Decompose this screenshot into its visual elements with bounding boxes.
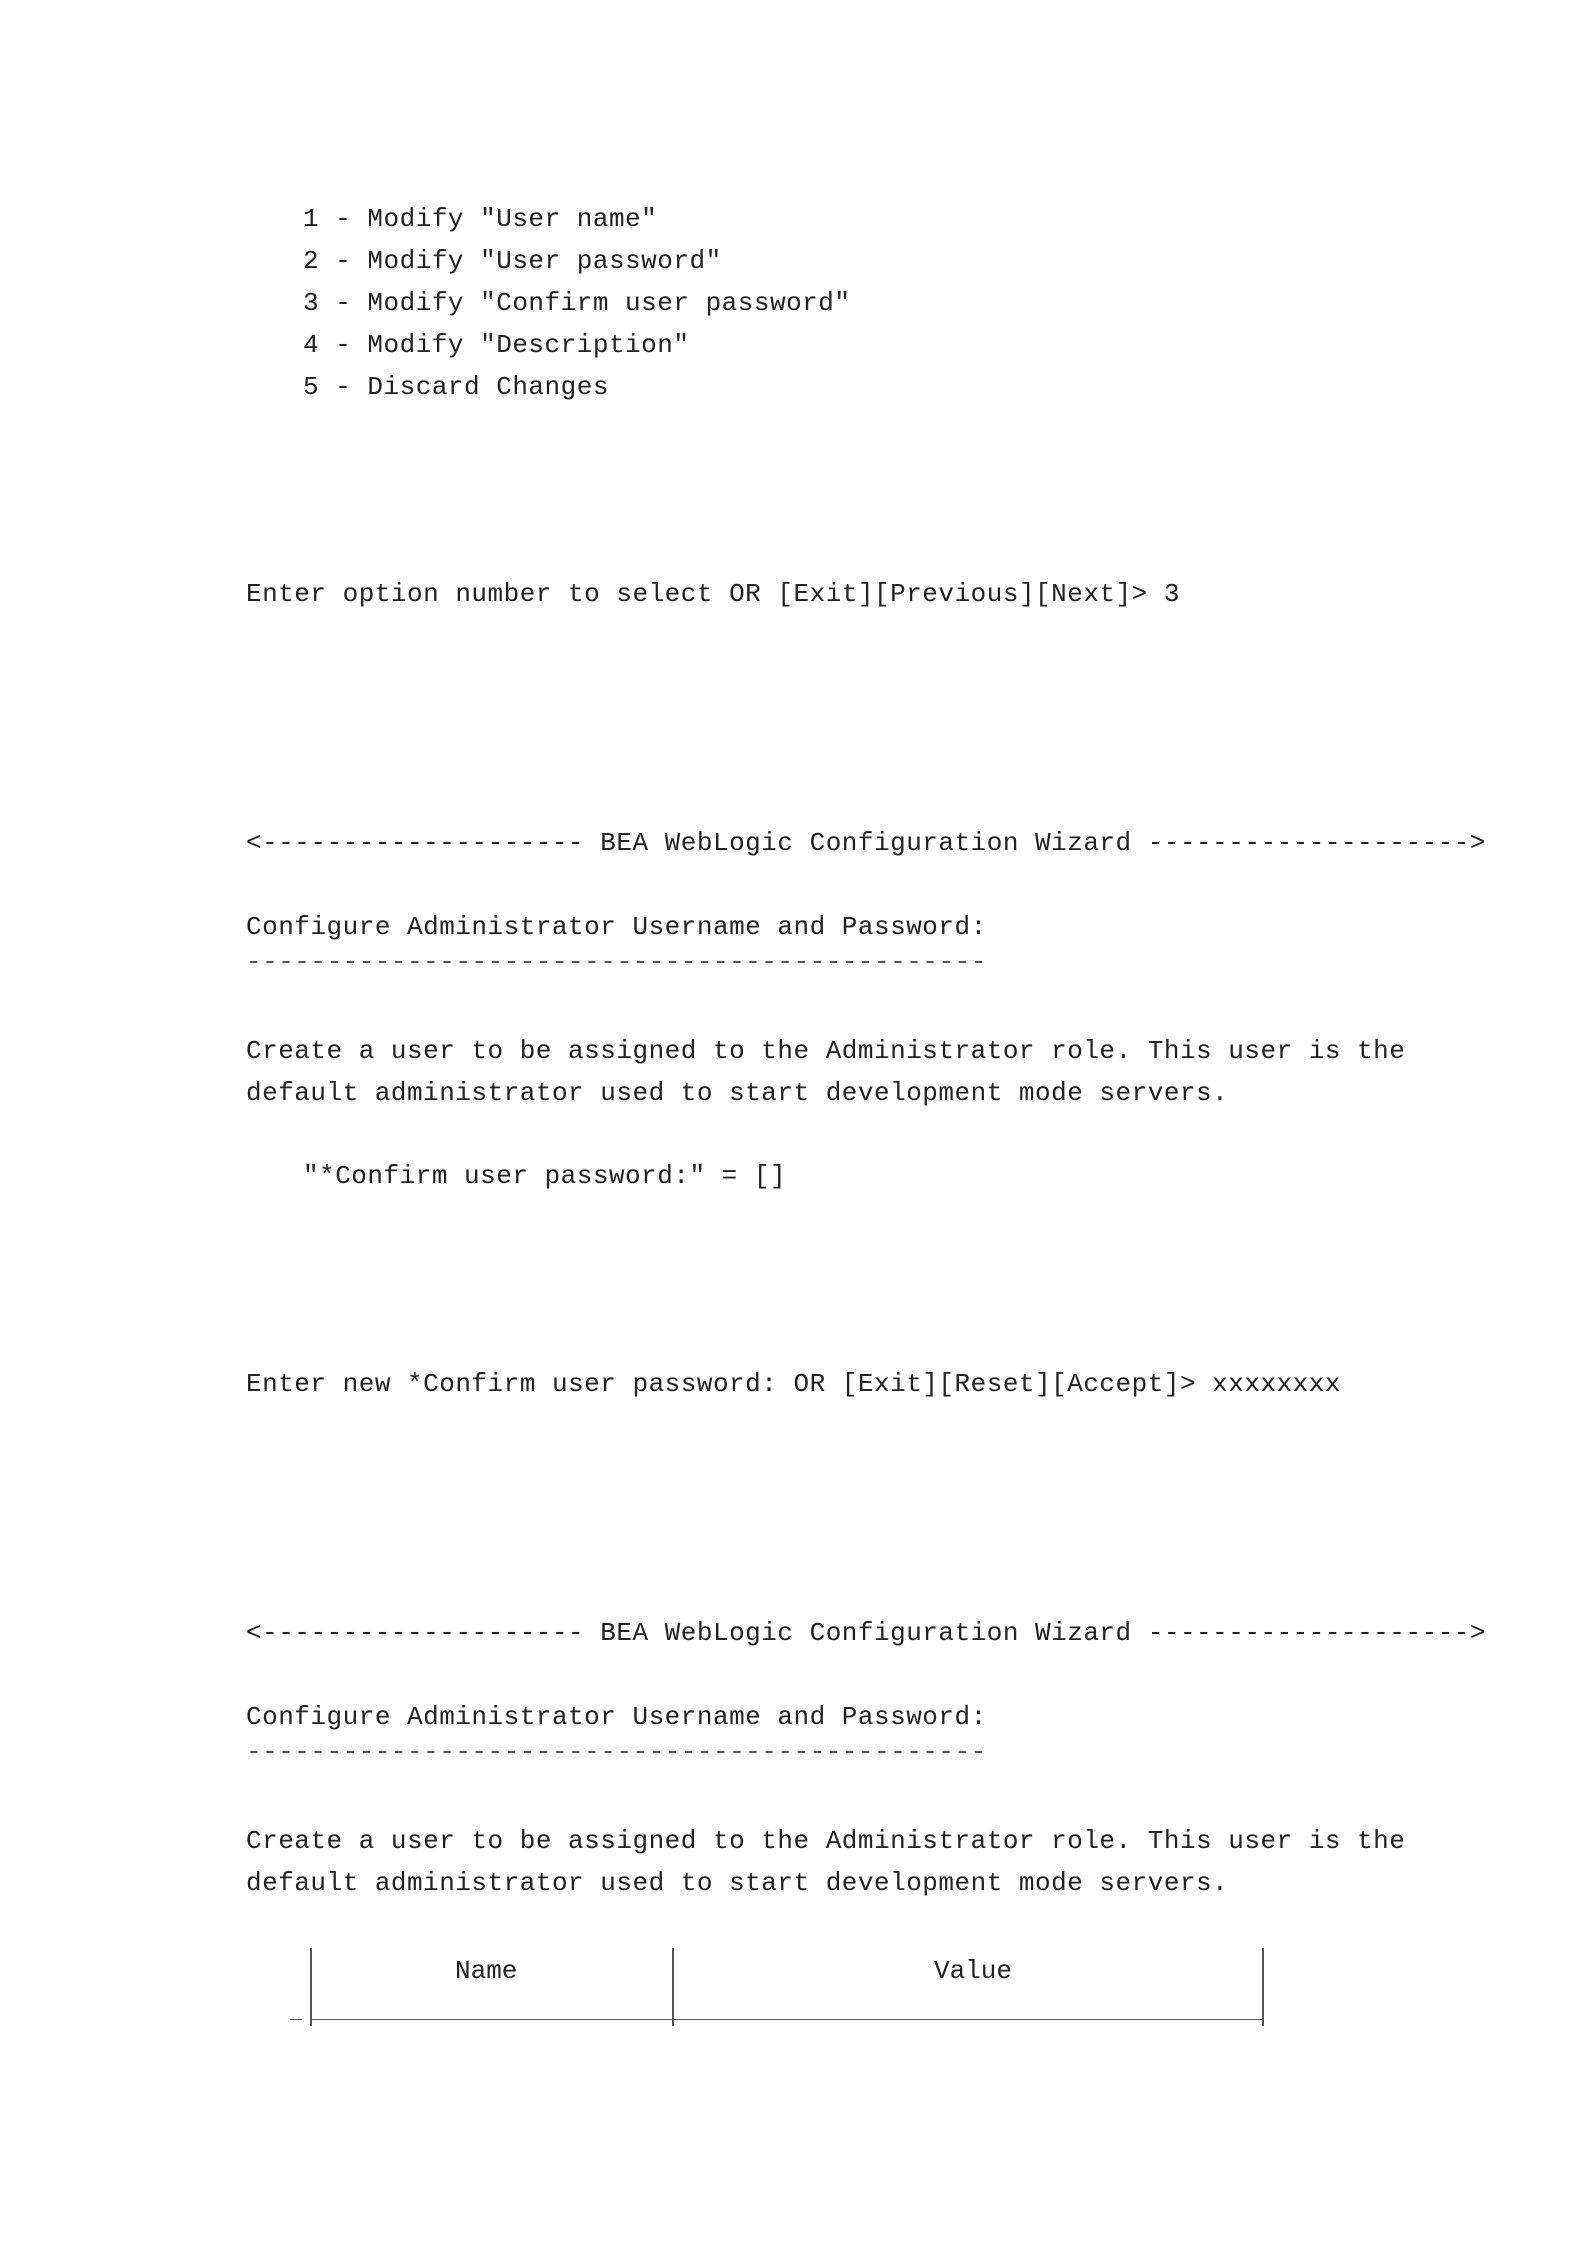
heading-rule: ---------------------------------------------- [246,947,987,977]
table-header-underline [312,2019,1264,2020]
wizard-banner: <-------------------- BEA WebLogic Configuration Wizard --------------------> [246,828,1486,858]
menu-item-modify-description: 4 - Modify "Description" [303,330,690,360]
description-line-1: Create a user to be assigned to the Administrator role. This user is the [246,1826,1406,1856]
menu-item-modify-user-name: 1 - Modify "User name" [303,204,658,234]
section-heading: Configure Administrator Username and Password: [246,912,987,942]
column-header-name: Name [455,1956,518,1986]
option-prompt: Enter option number to select OR [Exit][Previous][Next]> 3 [246,579,1180,609]
column-header-value: Value [934,1956,1013,1986]
name-value-table [290,1948,1270,2026]
description-line-2: default administrator used to start development mode servers. [246,1078,1229,1108]
menu-item-modify-confirm-password: 3 - Modify "Confirm user password" [303,288,851,318]
table-border-left [310,1948,312,2026]
description-line-1: Create a user to be assigned to the Administrator role. This user is the [246,1036,1406,1066]
confirm-password-field: "*Confirm user password:" = [] [303,1161,787,1191]
table-border-right [1262,1948,1264,2026]
section-heading: Configure Administrator Username and Password: [246,1702,987,1732]
wizard-banner: <-------------------- BEA WebLogic Configuration Wizard --------------------> [246,1618,1486,1648]
table-border-middle [672,1948,674,2026]
table-row-marker [290,2019,302,2020]
heading-rule: ---------------------------------------------- [246,1737,987,1767]
menu-item-discard-changes: 5 - Discard Changes [303,372,609,402]
menu-item-modify-user-password: 2 - Modify "User password" [303,246,722,276]
confirm-password-prompt: Enter new *Confirm user password: OR [Exit][Reset][Accept]> xxxxxxxx [246,1369,1341,1399]
description-line-2: default administrator used to start development mode servers. [246,1868,1229,1898]
